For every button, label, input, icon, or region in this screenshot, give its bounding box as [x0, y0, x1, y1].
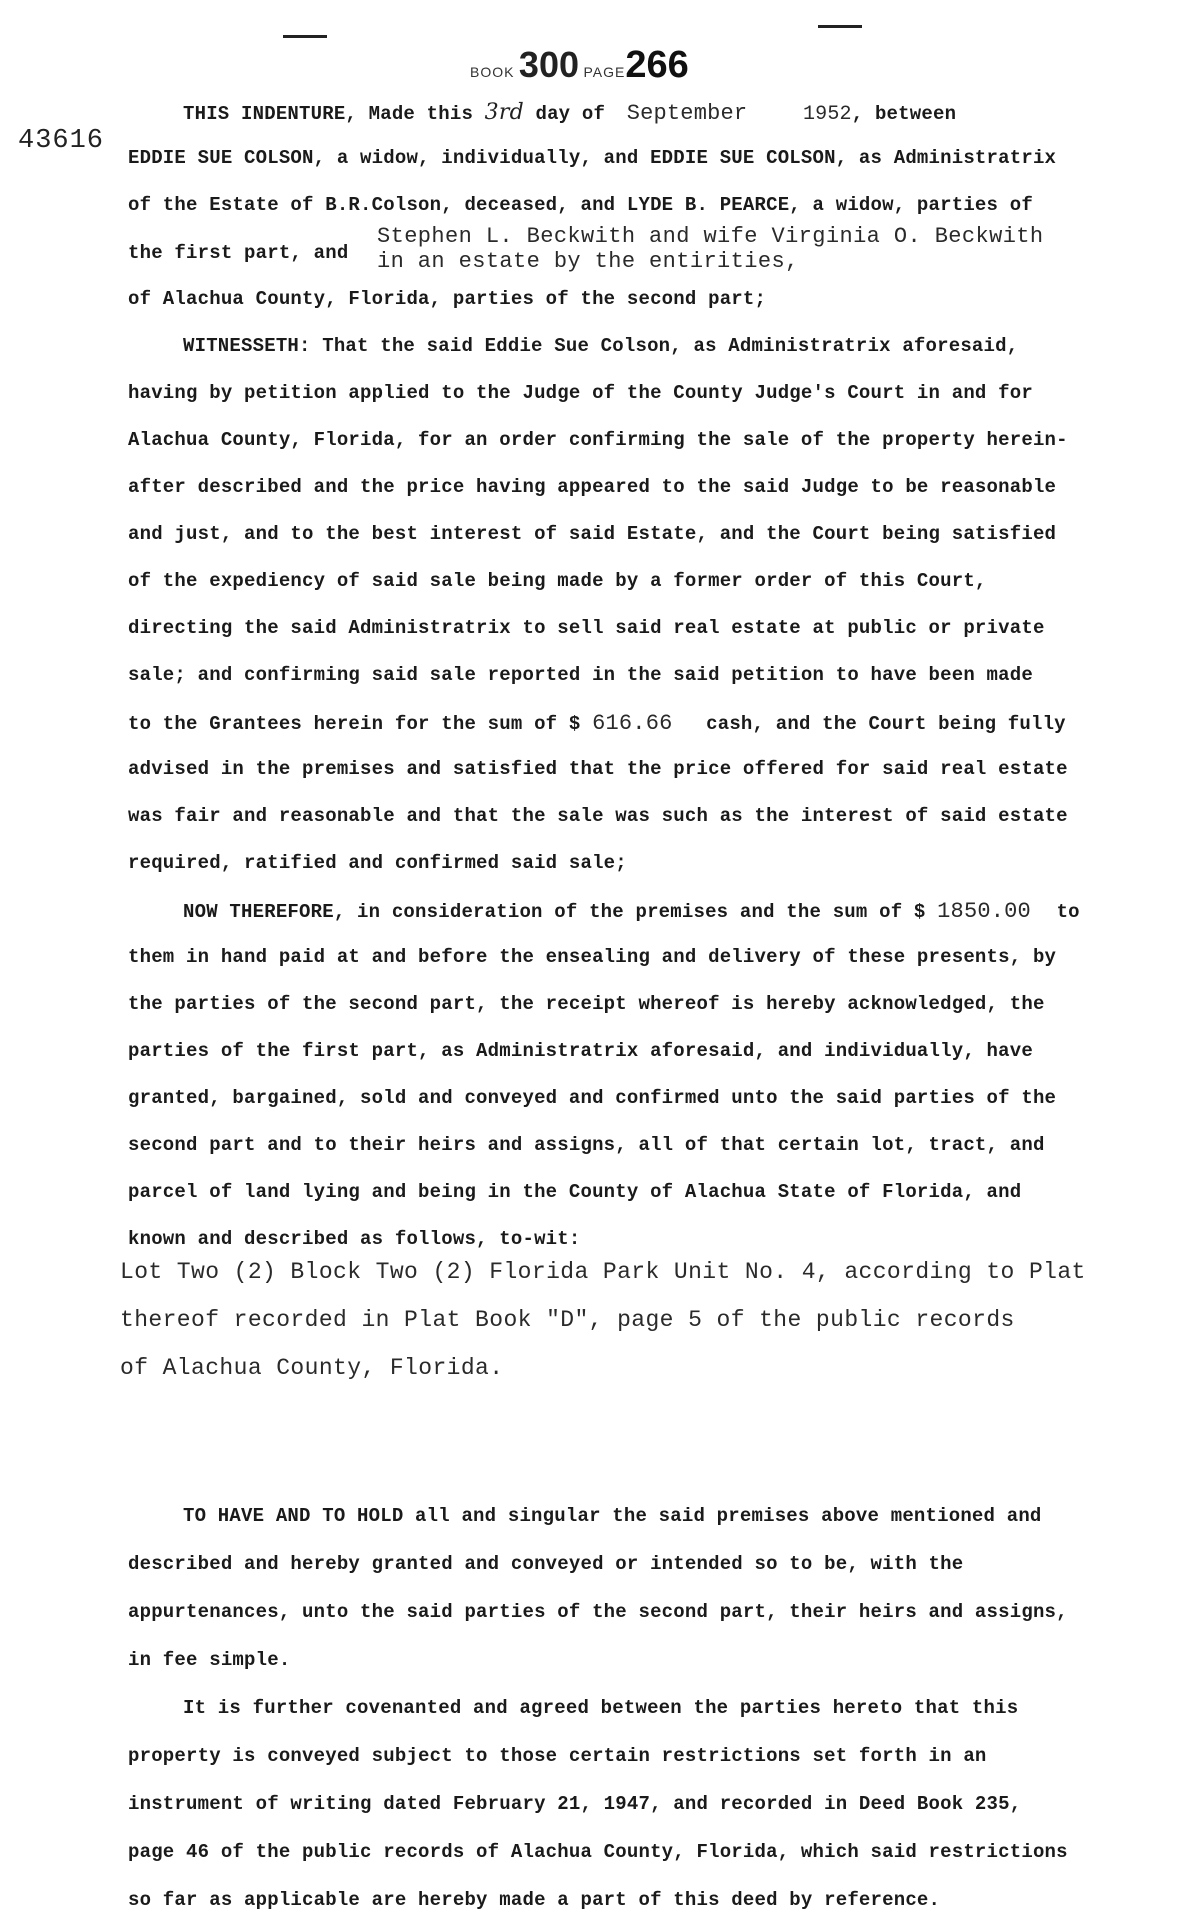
- now-therefore-prefix: NOW THEREFORE, in consideration of the premises and the sum of $: [183, 901, 926, 923]
- registration-mark-right: [818, 25, 862, 28]
- witnesseth-line-12: required, ratified and confirmed said sale;: [128, 852, 627, 874]
- witnesseth-line-2: having by petition applied to the Judge of the County Judge's Court in and for: [128, 382, 1033, 404]
- witnesseth-sum-prefix: to the Grantees herein for the sum of $: [128, 713, 581, 735]
- now-therefore-line-2: them in hand paid at and before the ensealing and delivery of these presents, by: [128, 946, 1057, 968]
- indenture-line-2: EDDIE SUE COLSON, a widow, individually, and EDDIE SUE COLSON, as Administratrix: [128, 147, 1057, 169]
- indenture-day: 3rd: [484, 100, 524, 125]
- covenant-line-2: property is conveyed subject to those certain restrictions set forth in an: [128, 1745, 987, 1767]
- first-part-label: the first part, and: [128, 242, 349, 264]
- now-therefore-line-6: second part and to their heirs and assigns, all of that certain lot, tract, and: [128, 1134, 1045, 1156]
- legal-description-line-2: thereof recorded in Plat Book "D", page 5 of the public records: [120, 1307, 1015, 1333]
- now-therefore-line-5: granted, bargained, sold and conveyed and confirmed unto the said parties of the: [128, 1087, 1057, 1109]
- witnesseth-line-10: advised in the premises and satisfied that the price offered for said real estate: [128, 758, 1068, 780]
- legal-description-line-1: Lot Two (2) Block Two (2) Florida Park Unit No. 4, according to Plat: [120, 1259, 1086, 1285]
- witnesseth-line-11: was fair and reasonable and that the sale was such as the interest of said estate: [128, 805, 1068, 827]
- covenant-line-4: page 46 of the public records of Alachua County, Florida, which said restrictions: [128, 1841, 1068, 1863]
- covenant-line-1: It is further covenanted and agreed between the parties hereto that this: [183, 1697, 1019, 1719]
- now-therefore-line-4: parties of the first part, as Administratrix aforesaid, and individually, have: [128, 1040, 1033, 1062]
- book-label: BOOK: [470, 64, 515, 80]
- indenture-intro-line: [183, 100, 956, 126]
- witnesseth-line-4: after described and the price having appeared to the said Judge to be reasonable: [128, 476, 1057, 498]
- habendum-line-1: TO HAVE AND TO HOLD all and singular the said premises above mentioned and: [183, 1505, 1042, 1527]
- now-therefore-line-3: the parties of the second part, the receipt whereof is hereby acknowledged, the: [128, 993, 1045, 1015]
- witnesseth-line-6: of the expediency of said sale being made by a former order of this Court,: [128, 570, 987, 592]
- registration-mark-left: [283, 35, 327, 38]
- instrument-number: 43616: [18, 126, 105, 156]
- now-therefore-line-8: known and described as follows, to-wit:: [128, 1228, 581, 1250]
- habendum-line-3: appurtenances, unto the said parties of the second part, their heirs and assigns,: [128, 1601, 1068, 1623]
- witnesseth-line-1: WITNESSETH: That the said Eddie Sue Colson, as Administratrix aforesaid,: [183, 335, 1019, 357]
- page-number: 266: [625, 44, 689, 86]
- now-therefore-amount: 1850.00: [937, 899, 1031, 924]
- habendum-line-2: described and hereby granted and conveyed or intended so to be, with the: [128, 1553, 964, 1575]
- indenture-intro: THIS INDENTURE, Made this: [183, 103, 474, 125]
- indenture-between: , between: [851, 103, 957, 125]
- covenant-line-3: instrument of writing dated February 21, 1947, and recorded in Deed Book 235,: [128, 1793, 1022, 1815]
- indenture-year: 1952: [802, 103, 852, 126]
- book-number: 300: [518, 44, 579, 85]
- witnesseth-line-8: sale; and confirming said sale reported in the said petition to have been made: [128, 664, 1033, 686]
- witnesseth-line-5: and just, and to the best interest of said Estate, and the Court being satisfied: [128, 523, 1057, 545]
- indenture-line-3: of the Estate of B.R.Colson, deceased, and LYDE B. PEARCE, a widow, parties of: [128, 194, 1033, 216]
- covenant-line-5: so far as applicable are hereby made a part of this deed by reference.: [128, 1889, 941, 1911]
- witnesseth-sum-line: [128, 711, 1066, 736]
- now-therefore-suffix: to: [1056, 901, 1080, 923]
- grantee-line-1: Stephen L. Beckwith and wife Virginia O. Beckwith: [377, 224, 1044, 249]
- page-label: PAGE: [583, 64, 626, 80]
- now-therefore-line-7: parcel of land lying and being in the County of Alachua State of Florida, and: [128, 1181, 1022, 1203]
- legal-description-line-3: of Alachua County, Florida.: [120, 1355, 504, 1381]
- witnesseth-line-7: directing the said Administratrix to sell said real estate at public or private: [128, 617, 1045, 639]
- witnesseth-line-3: Alachua County, Florida, for an order confirming the sale of the property herein-: [128, 429, 1068, 451]
- witnesseth-sum-suffix: cash, and the Court being fully: [706, 713, 1066, 735]
- habendum-line-4: in fee simple.: [128, 1649, 291, 1671]
- book-page-stamp: [470, 44, 689, 87]
- now-therefore-first-line: [183, 899, 1080, 924]
- county-line: of Alachua County, Florida, parties of the second part;: [128, 288, 767, 310]
- grantee-line-2: in an estate by the entirities,: [377, 249, 799, 274]
- indenture-day-of: day of: [535, 103, 606, 125]
- witnesseth-sum-amount: 616.66: [592, 711, 673, 736]
- indenture-month: September: [626, 101, 748, 126]
